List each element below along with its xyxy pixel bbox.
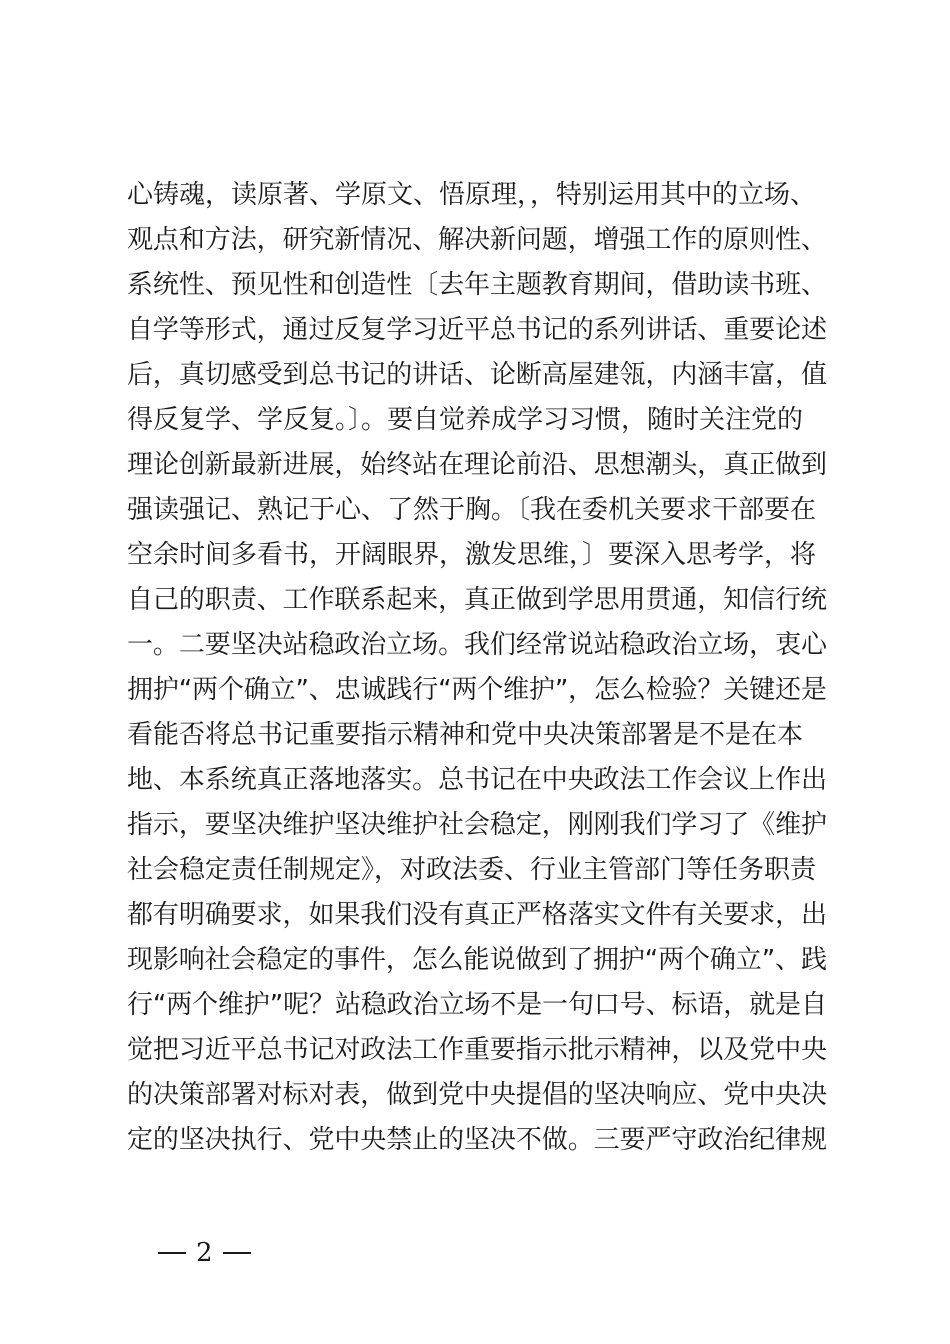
text-line: 观点和方法，研究新情况、解决新问题，增强工作的原则性、 xyxy=(127,225,827,255)
text-line: 社会稳定责任制规定》，对政法委、行业主管部门等任务职责 xyxy=(127,855,817,885)
text-line: 拥护“两个确立”、忠诚践行“两个维护”，怎么检验？关键还是 xyxy=(127,675,827,705)
text-line: 都有明确要求，如果我们没有真正严格落实文件有关要求，出 xyxy=(127,900,827,930)
text-line: 理论创新最新进展，始终站在理论前沿、思想潮头，真正做到 xyxy=(127,450,827,480)
text-line: 地、本系统真正落地落实。总书记在中央政法工作会议上作出 xyxy=(127,765,827,795)
text-line: 定的坚决执行、党中央禁止的坚决不做。三要严守政治纪律规 xyxy=(127,1125,827,1155)
text-line: 指示，要坚决维护坚决维护社会稳定，刚刚我们学习了《维护 xyxy=(127,810,827,840)
text-line: 的决策部署对标对表，做到党中央提倡的坚决响应、党中央决 xyxy=(127,1080,827,1110)
body-paragraph xyxy=(127,173,827,1163)
text-line: 心铸魂，读原著、学原文、悟原理，，特别运用其中的立场、 xyxy=(127,180,817,210)
text-line: 空余时间多看书，开阔眼界，激发思维，〕要深入思考学，将 xyxy=(127,540,817,570)
text-line: 自己的职责、工作联系起来，真正做到学思用贯通，知信行统 xyxy=(127,585,827,615)
right-dash xyxy=(223,1252,251,1254)
text-line: 觉把习近平总书记对政法工作重要指示批示精神，以及党中央 xyxy=(127,1035,827,1065)
text-line: 得反复学、学反复。〕。要自觉养成学习习惯，随时关注党的 xyxy=(127,405,804,435)
text-line: 一。二要坚决站稳政治立场。我们经常说站稳政治立场，衷心 xyxy=(127,630,827,660)
text-line: 后，真切感受到总书记的讲话、论断高屋建瓴，内涵丰富，值 xyxy=(127,360,827,390)
page-footer xyxy=(158,1238,251,1268)
left-dash xyxy=(158,1252,186,1254)
text-line: 现影响社会稳定的事件，怎么能说做到了拥护“两个确立”、践 xyxy=(127,945,827,975)
text-line: 系统性、预见性和创造性〔去年主题教育期间，借助读书班、 xyxy=(127,270,827,300)
text-line: 行“两个维护”呢？站稳政治立场不是一句口号、标语，就是自 xyxy=(127,990,827,1020)
text-line: 自学等形式，通过反复学习近平总书记的系列讲话、重要论述 xyxy=(127,315,827,345)
text-line: 看能否将总书记重要指示精神和党中央决策部署是不是在本 xyxy=(127,720,804,750)
text-line: 强读强记、熟记于心、了然于胸。〔我在委机关要求干部要在 xyxy=(127,495,817,525)
page-number: 2 xyxy=(196,1238,213,1268)
